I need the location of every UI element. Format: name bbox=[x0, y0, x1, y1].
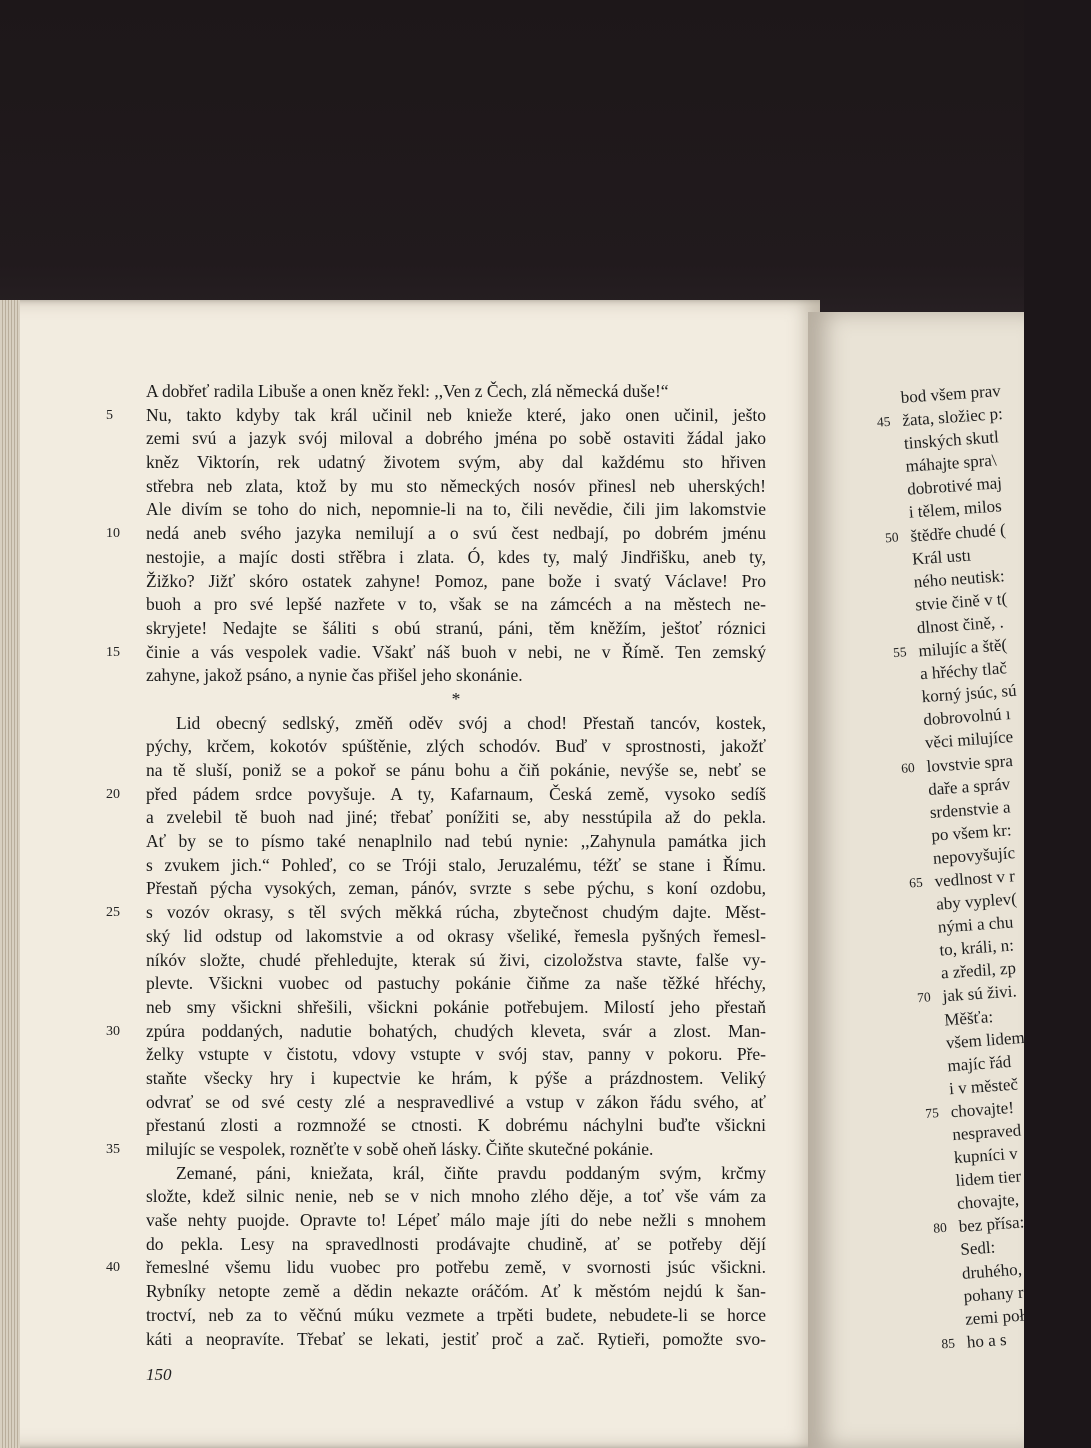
line-text: ský lid odstup od lakomstvie a od okrasy všeliké, řemesla pyšných řemesl- bbox=[146, 925, 766, 946]
text-line bbox=[106, 641, 766, 665]
line-text: dobrotivé maj bbox=[906, 473, 1003, 500]
text-line bbox=[146, 925, 766, 949]
text-line bbox=[146, 546, 766, 570]
line-text: nespraved bbox=[951, 1120, 1022, 1145]
line-text: tinských skutl bbox=[903, 427, 1000, 454]
line-text: Král ustı bbox=[911, 545, 972, 569]
line-text: korný jsúc, sú bbox=[921, 680, 1018, 707]
line-number: 15 bbox=[106, 644, 120, 660]
text-line bbox=[146, 1280, 766, 1304]
line-number: 40 bbox=[106, 1260, 120, 1276]
line-number: 55 bbox=[892, 644, 908, 661]
line-text: zahyne, jakož psáno, a nynie čas přišel jeho skonánie. bbox=[146, 665, 523, 686]
line-text: řemeslné všemu lidu vuobec pro potřebu země, v svornosti jsúc všickni. bbox=[146, 1257, 766, 1278]
line-text: s zvukem jich.“ Pohleď, co se Tróji stalo, Jeruzalému, téžť se stane i Římu. bbox=[146, 854, 766, 875]
text-line bbox=[106, 522, 766, 546]
line-text: troctví, neb za to věčnú múku vezmete a trpěti budete, nebudete-li se horce bbox=[146, 1304, 766, 1325]
line-text: * bbox=[451, 688, 461, 709]
line-text: chovajte! bbox=[950, 1097, 1015, 1122]
line-text: zemi svú a jazyk svój miloval a dobrého jména po sobě ostaviti žádal jako bbox=[146, 428, 766, 449]
line-text: do pekla. Lesy na spravedlnosti prodávajte chudině, ať se potřeby dějí bbox=[146, 1233, 766, 1254]
page-number: 150 bbox=[146, 1365, 172, 1384]
line-text: milujíc se vespolek, rozněťte v sobě oheň lásky. Čiňte skutečné pokánie. bbox=[146, 1139, 654, 1159]
text-line bbox=[146, 427, 766, 451]
text-line bbox=[146, 1043, 766, 1067]
line-text: ho a s bbox=[966, 1329, 1008, 1352]
line-text: zemi poł bbox=[964, 1305, 1025, 1329]
text-line bbox=[146, 854, 766, 878]
line-text: Nu, takto kdyby tak král učinil neb knieže které, jako onen učinil, ješto bbox=[146, 404, 766, 425]
line-text: staňte všecky hry i kupectvie ke hrám, k pýše a prázdnostem. Veliký bbox=[146, 1067, 766, 1088]
text-line bbox=[146, 1209, 766, 1233]
line-text: nestojie, a majíc dosti střěbra i zlata. Ó, kdes ty, malý Jindřišku, aneb ty, bbox=[146, 546, 766, 567]
text-line bbox=[146, 1091, 766, 1115]
line-number: 50 bbox=[884, 529, 900, 545]
text-line bbox=[106, 404, 766, 428]
line-text: složte, kdež silnic nenie, neb se v nich mnoho zlého děje, a toť vše vám za bbox=[146, 1186, 766, 1207]
text-line bbox=[146, 664, 766, 688]
line-text: aby vyplev( bbox=[935, 889, 1018, 914]
text-line bbox=[146, 735, 766, 759]
text-line bbox=[146, 1233, 766, 1257]
line-text: dlnost čině, . bbox=[916, 612, 1005, 638]
text-line bbox=[146, 1185, 766, 1209]
line-text: ného neutisk: bbox=[913, 565, 1006, 592]
line-number: 25 bbox=[106, 905, 120, 921]
line-text: Zemané, páni, kniežata, král, čiňte pravdu poddaným svým, krčmy bbox=[176, 1162, 766, 1183]
line-text: neb smy všickni shřešili, všickni pokánie potřebujem. Milostí jeho přestaň bbox=[146, 996, 766, 1017]
right-page-clip bbox=[860, 312, 1024, 1448]
line-text: a zředil, zp bbox=[940, 958, 1017, 983]
page-edges bbox=[0, 300, 20, 1448]
line-text: buoh a pro své lepšé nazřete v to, však se na zámcéch a na městech ne- bbox=[146, 594, 766, 615]
line-text: s vozóv okrasy, s těl svých měkká rúcha, zbytečnost chudým dajte. Měst- bbox=[146, 902, 766, 923]
text-line bbox=[146, 570, 766, 594]
line-text: jak sú živi. bbox=[942, 981, 1018, 1006]
line-number: 30 bbox=[106, 1023, 120, 1039]
line-text: pýchy, krčem, kokotóv spúštěnie, zlých schodóv. Buď v sprostnosti, jakožť bbox=[146, 736, 766, 757]
text-line bbox=[146, 498, 766, 522]
dark-background bbox=[0, 0, 1024, 330]
line-text: milujíc a ště( bbox=[917, 635, 1008, 661]
text-line bbox=[146, 949, 766, 973]
line-text: níkóv složte, chudé přehledujte, kterak sú živi, cizoložstva stavte, falše vy- bbox=[146, 949, 766, 970]
line-text: Přestaň pýcha vysokých, zeman, pánóv, svrzte s sebe pýchu, s koní ozdobu, bbox=[146, 878, 766, 899]
line-text: srdenstvie a bbox=[929, 797, 1011, 822]
line-text: před pádem srdce povyšuje. A ty, Kafarnaum, Česká země, vysoko sedíš bbox=[146, 783, 766, 804]
line-number: 5 bbox=[106, 407, 113, 423]
line-text: želky vstupte v čistotu, vdovy vstupte v svój stav, panny v pokoru. Pře- bbox=[146, 1044, 766, 1065]
line-text: pohany r bbox=[962, 1282, 1025, 1306]
line-text: Žižko? Jižť skóro ostatek zahyne! Pomoz, pane bože i svatý Václave! Pro bbox=[146, 570, 766, 591]
line-text: skryjete! Nedajte se šáliti s obú stranú, páni, těm kněžím, ještoť róznici bbox=[146, 617, 766, 638]
text-line bbox=[146, 1328, 766, 1352]
line-text: dobrovolnú ı bbox=[922, 704, 1012, 730]
line-text: věci milujíce bbox=[924, 727, 1014, 753]
line-text: Měšťa: bbox=[943, 1006, 994, 1029]
line-text: na tě sluší, poniž se a pokoř se pánu bohu a čiň pokánie, nevýše se, nebť se bbox=[146, 760, 766, 780]
line-text: Ať by se to písmo také nenaplnilo nad tebú nynie: ,,Zahynula památka jich bbox=[146, 831, 766, 852]
text-line bbox=[146, 1304, 766, 1328]
text-line bbox=[146, 996, 766, 1020]
line-text: nepovyšujíc bbox=[932, 843, 1016, 868]
text-line bbox=[146, 877, 766, 901]
line-text: zpúra poddaných, nadutie bohatých, chudých kleveta, svár a zlost. Man- bbox=[146, 1020, 766, 1041]
line-text: nými a chu bbox=[937, 912, 1014, 937]
text-line bbox=[146, 1162, 766, 1186]
line-text: majíc řád bbox=[946, 1051, 1012, 1076]
line-text: žata, složiec p: bbox=[901, 404, 1004, 430]
text-line bbox=[106, 1138, 766, 1162]
line-text: káti a neopravíte. Třebať se lekati, jestiť proč a zač. Rytieři, pomožte svo- bbox=[146, 1328, 766, 1349]
text-line bbox=[146, 759, 766, 783]
line-text: kněz Viktorín, rek udatný životem svým, aby dal každému sto hřiven bbox=[146, 452, 766, 473]
line-number: 70 bbox=[916, 989, 932, 1006]
line-text: lidem tier bbox=[954, 1166, 1022, 1191]
line-text: i tělem, milos bbox=[908, 496, 1003, 523]
right-page-text bbox=[876, 377, 1091, 1353]
text-line bbox=[106, 1256, 766, 1280]
line-text: Ale divím se toho do nich, nepomnie-li na to, čili nevědie, čili jim lakomstvie bbox=[146, 499, 766, 520]
line-number: 20 bbox=[106, 786, 120, 802]
text-line bbox=[146, 1114, 766, 1138]
line-text: kupníci v bbox=[953, 1143, 1019, 1168]
text-line bbox=[146, 1067, 766, 1091]
line-text: střebra neb zlata, ktož by mu sto německých nosóv přinesl neb uherských! bbox=[146, 475, 766, 496]
line-number: 80 bbox=[932, 1220, 948, 1237]
text-line bbox=[106, 783, 766, 807]
line-number: 75 bbox=[924, 1104, 940, 1121]
text-line bbox=[146, 806, 766, 830]
line-text: druhého, bbox=[961, 1259, 1023, 1283]
line-text: Sedl: bbox=[959, 1237, 996, 1260]
line-text: chovajte, bbox=[956, 1189, 1020, 1214]
line-number: 10 bbox=[106, 526, 120, 542]
line-text: přestanú zlosti a rozmnožé se ctnosti. K dobrému náchylni buďte všickni bbox=[146, 1115, 766, 1136]
line-text: činie a vás vespolek vadie. Všakť náš buoh v nebi, ne v Římě. Ten zemský bbox=[146, 641, 766, 662]
line-text: vaše nehty puojde. Opravte to! Lépeť málo maje jíti do nebe nežli s mnohem bbox=[146, 1210, 766, 1231]
text-line bbox=[146, 617, 766, 641]
line-number: 85 bbox=[940, 1335, 956, 1352]
text-line bbox=[146, 593, 766, 617]
line-text: Rybníky netopte země a dědin nekazte oráčóm. Ať k městóm nejdú k šan- bbox=[146, 1281, 766, 1302]
line-text: Lid obecný sedlský, změň oděv svój a chod! Přestaň tancóv, kostek, bbox=[176, 712, 766, 733]
text-line bbox=[146, 451, 766, 475]
text-line bbox=[146, 830, 766, 854]
line-text: štědře chudé ( bbox=[909, 519, 1007, 546]
line-number: 35 bbox=[106, 1142, 120, 1157]
line-text: a zvelebil tě buoh nad jiné; třebať ponížiti se, aby nesstúpila až do pekla. bbox=[146, 807, 766, 828]
text-line bbox=[146, 380, 766, 404]
text-line bbox=[146, 712, 766, 736]
text-line bbox=[146, 688, 766, 712]
line-text: plevte. Všickni vuobec od pastuchy pokánie čiňme za naše těžké hřéchy, bbox=[146, 973, 766, 994]
line-text: odvrať se od své cesty zlé a nespravedlivé a vstup v zákon řádu svého, ať bbox=[146, 1091, 766, 1112]
line-text: lovstvie spra bbox=[925, 750, 1014, 776]
line-text: daře a správ bbox=[927, 773, 1011, 799]
line-text: máhajte spra\ bbox=[904, 450, 998, 477]
text-line bbox=[106, 901, 766, 925]
line-number: 45 bbox=[876, 413, 891, 430]
line-number: 65 bbox=[908, 874, 924, 891]
text-line bbox=[106, 1020, 766, 1044]
line-text: po všem kr: bbox=[930, 820, 1013, 845]
line-text: všem lidem bbox=[945, 1027, 1026, 1052]
line-text: bod všem prav bbox=[900, 381, 1002, 407]
line-text: a hřéchy tlač bbox=[919, 658, 1008, 684]
line-text: bez přísa: bbox=[958, 1212, 1025, 1237]
line-text: stvie čině v t( bbox=[914, 588, 1008, 615]
text-line bbox=[146, 972, 766, 996]
line-text: vedlnost v r bbox=[933, 866, 1016, 891]
line-text: A dobřeť radila Libuše a onen kněz řekl: ,,Ven z Čech, zlá německá duše!“ bbox=[146, 381, 669, 401]
line-number: 60 bbox=[900, 759, 916, 776]
line-text: i v městeč bbox=[948, 1074, 1019, 1099]
line-text: nedá aneb svého jazyka nemilují a o svú čest nedbají, po dobrém jménu bbox=[146, 523, 766, 544]
line-text: to, králi, n: bbox=[938, 935, 1015, 960]
left-page-text bbox=[106, 380, 766, 1351]
text-line bbox=[146, 475, 766, 499]
